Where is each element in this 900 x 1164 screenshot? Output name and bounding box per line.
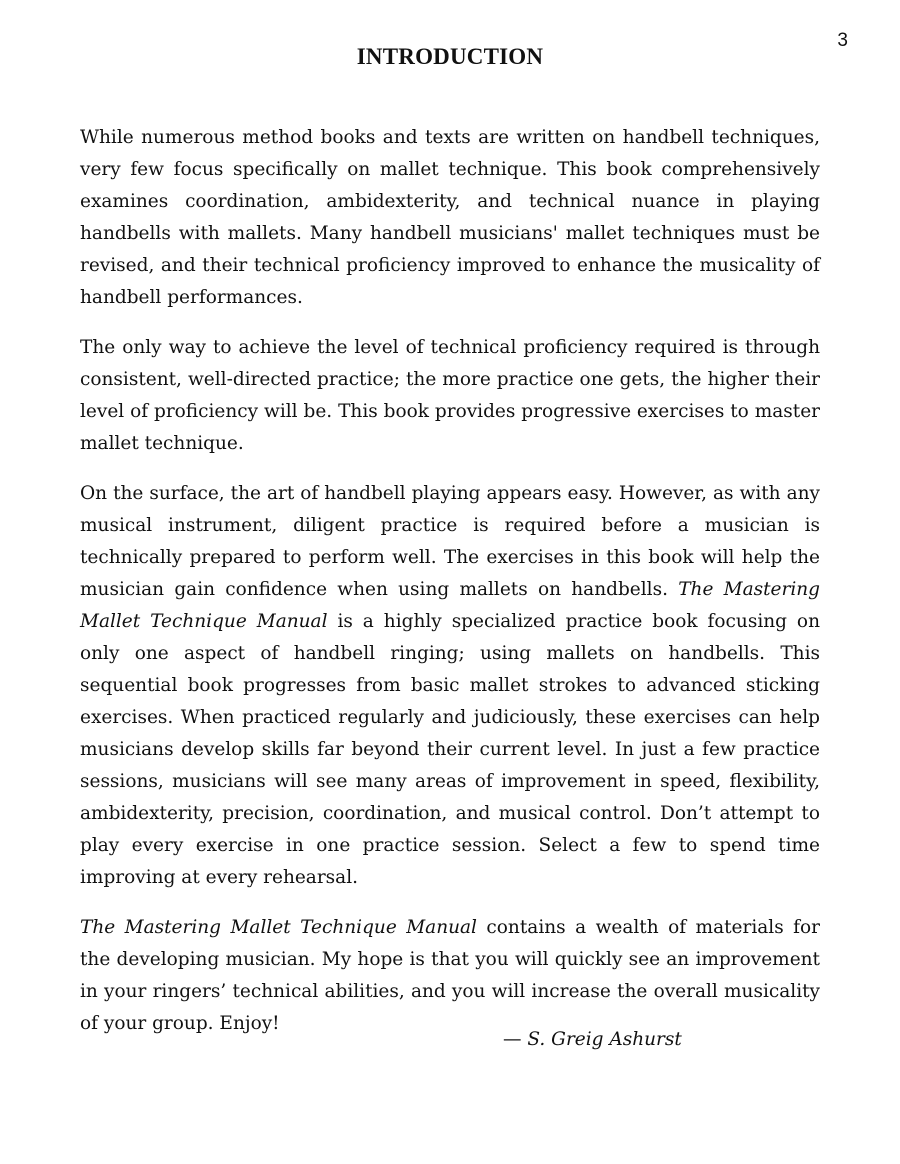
paragraph-3-text-a: On the surface, the art of handbell playing appears easy. However, as with any musical instrument, diligent practice is required before a musician is technically prepared to perform well. The exercises in this book will help the musician gain confidence when using mallets on handbells. (80, 483, 820, 600)
introduction-body (80, 122, 820, 1058)
paragraph-2: The only way to achieve the level of technical proficiency required is through consistent, well-directed practice; the more practice one gets, the higher their level of proficiency will be. This book provides progressive exercises to master mallet technique. (80, 337, 820, 454)
signature (503, 1024, 682, 1056)
page-title: INTRODUCTION (356, 44, 544, 69)
paragraph-3-text-b: is a highly specialized practice book focusing on only one aspect of handbell ringing; using mallets on handbells. This sequential book progresses from basic mallet strokes to advanced sticking exercises. When practiced regularly and judiciously, these exercises can help musicians develop skills far beyond their current level. In just a few practice sessions, musicians will see many areas of improvement in speed, flexibility, ambidexterity, precision, coordination, and musical control. Don’t attempt to play every exercise in one practice session. Select a few to spend time improving at every rehearsal. (80, 611, 820, 888)
signature-name: S. Greig Ashurst (527, 1029, 682, 1050)
paragraph-3 (80, 478, 820, 894)
paragraph-4-book-title: The Mastering Mallet Technique Manual (80, 917, 477, 938)
paragraph-3-book-title: The Mastering Mallet Technique Manual (80, 579, 820, 632)
page-number: 3 (837, 30, 848, 51)
paragraph-4 (80, 912, 820, 1040)
signature-dash: — (503, 1029, 528, 1050)
paragraph-1: While numerous method books and texts are written on handbell techniques, very few focus specifically on mallet technique. This book comprehensively examines coordination, ambidexterity, and technical nuance in playing handbells with mallets. Many handbell musicians' mallet techniques must be revised, and their technical proficiency improved to enhance the musicality of handbell performances. (80, 127, 820, 308)
paragraph-4-text: contains a wealth of materials for the developing musician. My hope is that you will quickly see an improvement in your ringers’ technical abilities, and you will increase the overall musicality of your group. Enjoy! (80, 917, 820, 1034)
